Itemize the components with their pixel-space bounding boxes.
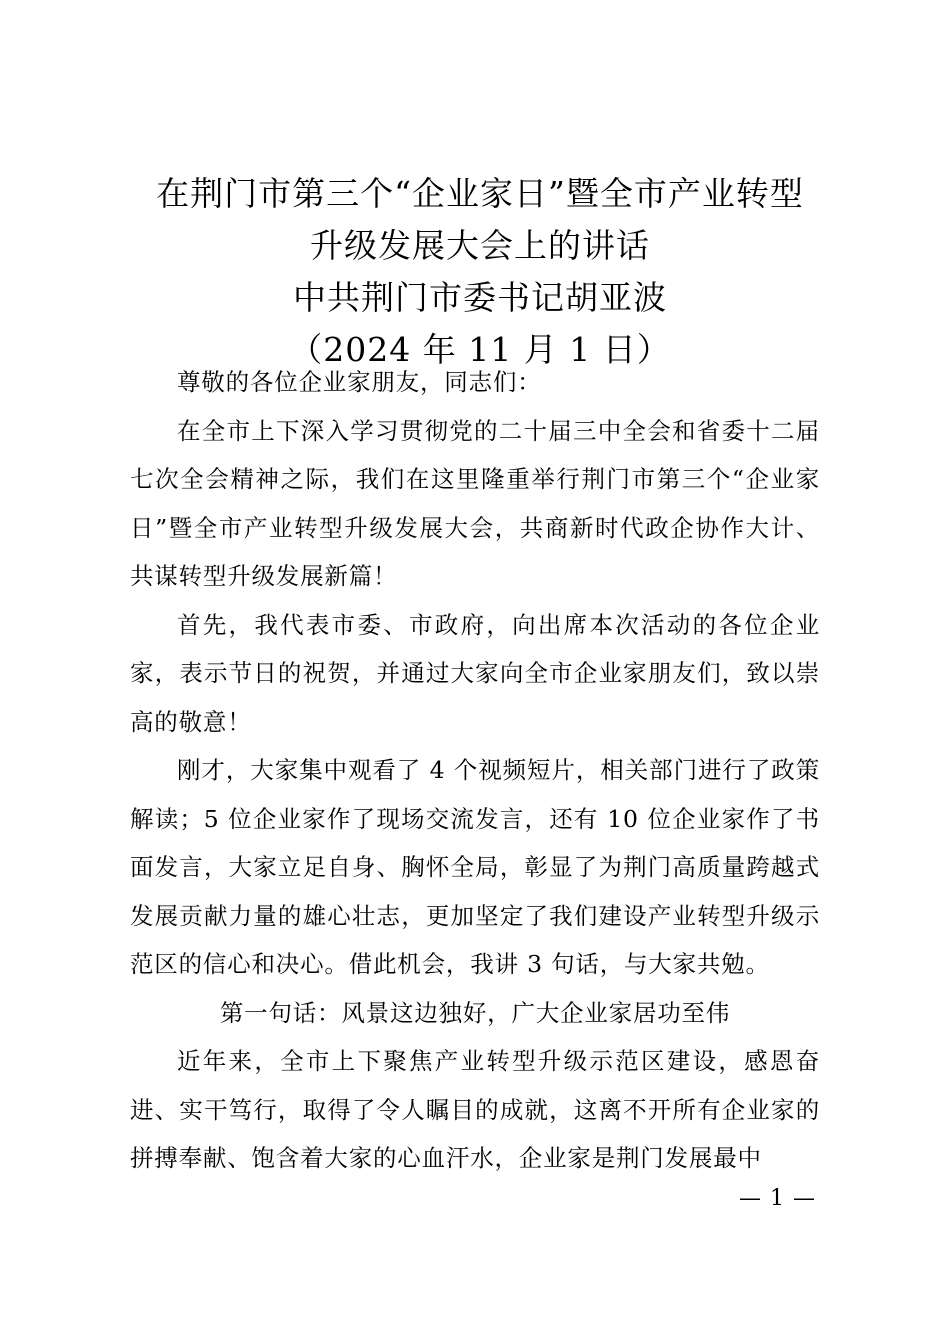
document-body xyxy=(130,358,820,1183)
body-paragraph-3: 刚才，大家集中观看了 4 个视频短片，相关部门进行了政策解读；5 位企业家作了现场交流发言，还有 10 位企业家作了书面发言，大家立足自身、胸怀全局，彰显了为荆门高质量跨越式发展贡献力量的雄心壮志，更加坚定了我们建设产业转型升级示范区的信心和决心。借此机会，我讲 3 句话，与大家共勉。 xyxy=(130,756,820,978)
document-title xyxy=(110,168,850,376)
section-heading: 第一句话：风景这边独好，广大企业家居功至伟 xyxy=(219,998,731,1027)
section-paragraph: 近年来，全市上下聚焦产业转型升级示范区建设，感恩奋进、实干笃行，取得了令人瞩目的成就，这离不开所有企业家的拼搏奉献、饱含着大家的心血汗水，企业家是荆门发展最中 xyxy=(130,1047,820,1172)
title-line-1: 在荆门市第三个“企业家日”暨全市产业转型 xyxy=(156,174,804,213)
body-paragraph-2: 首先，我代表市委、市政府，向出席本次活动的各位企业家，表示节日的祝贺，并通过大家向全市企业家朋友们，致以崇高的敬意！ xyxy=(130,610,820,736)
page-number: — 1 — xyxy=(739,1186,816,1211)
date-line: （2024 年 11 月 1 日） xyxy=(289,330,671,369)
body-paragraph-1: 在全市上下深入学习贯彻党的二十届三中全会和省委十二届七次全会精神之际，我们在这里隆重举行荆门市第三个“企业家日”暨全市产业转型升级发展大会，共商新时代政企协作大计、共谋转型升级发展新篇！ xyxy=(130,416,820,590)
speaker-line: 中共荆门市委书记胡亚波 xyxy=(293,278,667,317)
salutation-paragraph: 尊敬的各位企业家朋友，同志们： xyxy=(177,368,542,396)
title-line-2: 升级发展大会上的讲话 xyxy=(310,226,650,265)
